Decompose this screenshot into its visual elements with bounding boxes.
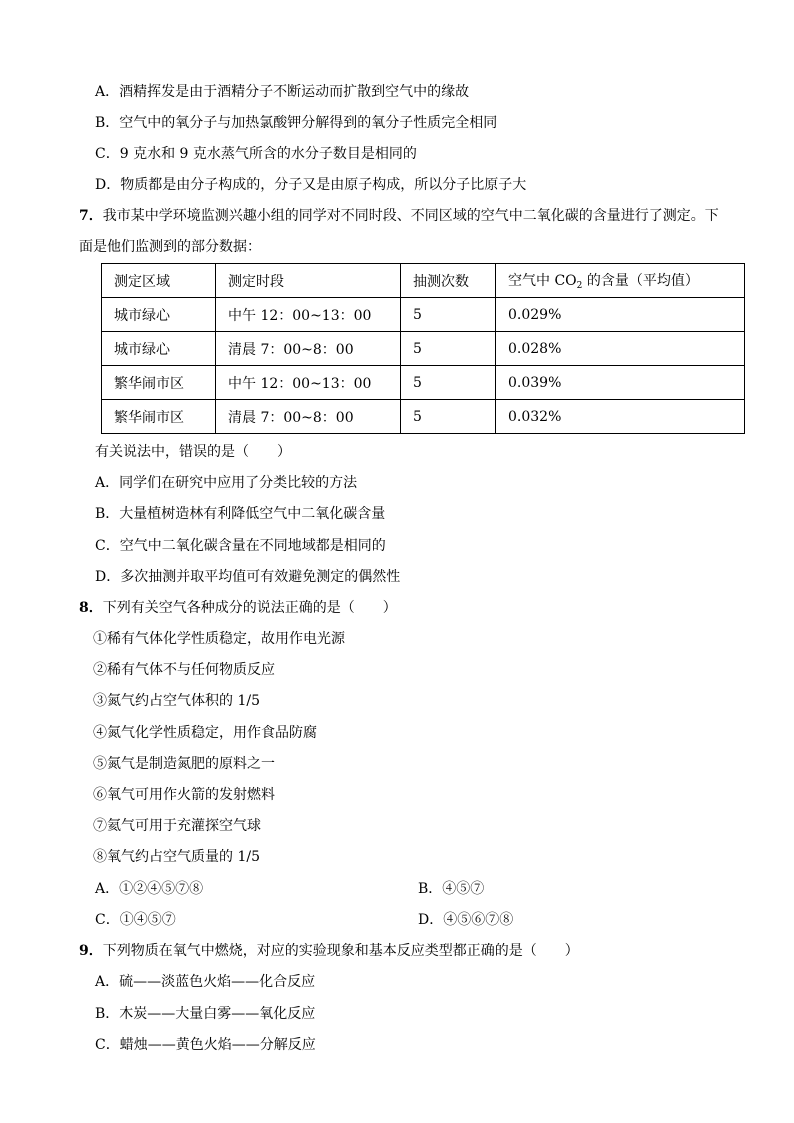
co2-data-table bbox=[101, 263, 745, 434]
q8-stem-text: 下列有关空气各种成分的说法正确的是（ ） bbox=[102, 600, 397, 616]
q8-statement: ④氮气化学性质稳定，用作食品防腐 bbox=[93, 725, 317, 741]
table-cell: 5 bbox=[401, 366, 496, 400]
q7-option-c: C．空气中二氧化碳含量在不同地域都是相同的 bbox=[95, 538, 386, 554]
table-header-cell: 测定时段 bbox=[216, 264, 401, 298]
q8-statement: ③氮气约占空气体积的 1/5 bbox=[93, 693, 260, 709]
table-cell: 清晨 7：00~8：00 bbox=[216, 400, 401, 434]
q8-statement: ⑧氧气约占空气质量的 1/5 bbox=[93, 849, 260, 865]
table-header-cell: 抽测次数 bbox=[401, 264, 496, 298]
table-cell: 中午 12：00~13：00 bbox=[216, 366, 401, 400]
table-cell: 0.028% bbox=[496, 332, 745, 366]
q9-option-a: A．硫——淡蓝色火焰——化合反应 bbox=[95, 974, 316, 990]
q7-question: 有关说法中，错误的是（ ） bbox=[95, 444, 291, 460]
table-cell: 5 bbox=[401, 332, 496, 366]
q6-option-b: B．空气中的氧分子与加热氯酸钾分解得到的氧分子性质完全相同 bbox=[95, 115, 498, 131]
table-header-cell: 空气中 $CO_2$ 的含量（平均值） bbox=[496, 264, 745, 298]
q7-stem-line1 bbox=[79, 207, 719, 225]
table-cell: 繁华闹市区 bbox=[102, 366, 216, 400]
q8-statement: ②稀有气体不与任何物质反应 bbox=[93, 662, 275, 678]
q9-option-c: C．蜡烛——黄色火焰——分解反应 bbox=[95, 1037, 316, 1053]
table-row bbox=[102, 366, 745, 400]
table-row bbox=[102, 298, 745, 332]
table-header-row bbox=[102, 264, 745, 298]
q6-option-d: D．物质都是由分子构成的，分子又是由原子构成，所以分子比原子大 bbox=[95, 177, 527, 193]
q6-option-a: A．酒精挥发是由于酒精分子不断运动而扩散到空气中的缘故 bbox=[95, 84, 470, 100]
q9-option-b: B．木炭——大量白雾——氧化反应 bbox=[95, 1006, 316, 1022]
q9-stem bbox=[79, 942, 579, 960]
table-cell: 城市绿心 bbox=[102, 332, 216, 366]
q8-option-b: B．④⑤⑦ bbox=[418, 881, 485, 897]
subscript-2: 2 bbox=[576, 281, 583, 291]
q6-option-c: C．9 克水和 9 克水蒸气所含的水分子数目是相同的 bbox=[95, 146, 417, 162]
q9-number: 9． bbox=[79, 943, 103, 959]
table-cell: 清晨 7：00~8：00 bbox=[216, 332, 401, 366]
table-cell: 5 bbox=[401, 298, 496, 332]
table-header-cell: 测定区域 bbox=[102, 264, 216, 298]
q7-option-b: B．大量植树造林有利降低空气中二氧化碳含量 bbox=[95, 506, 386, 522]
table-cell: 0.032% bbox=[496, 400, 745, 434]
q8-number: 8． bbox=[79, 600, 103, 616]
q8-statement: ①稀有气体化学性质稳定，故用作电光源 bbox=[93, 631, 345, 647]
table-row bbox=[102, 332, 745, 366]
q8-statement: ⑥氧气可用作火箭的发射燃料 bbox=[93, 787, 275, 803]
q9-stem-text: 下列物质在氧气中燃烧，对应的实验现象和基本反应类型都正确的是（ ） bbox=[102, 943, 579, 959]
table-cell: 0.029% bbox=[496, 298, 745, 332]
q8-option-c: C．①④⑤⑦ bbox=[95, 912, 176, 928]
q8-statement: ⑤氮气是制造氮肥的原料之一 bbox=[93, 756, 275, 772]
q7-number: 7． bbox=[79, 208, 103, 224]
table-cell: 城市绿心 bbox=[102, 298, 216, 332]
q8-statement: ⑦氦气可用于充灌探空气球 bbox=[93, 818, 261, 834]
q7-stem-text: 我市某中学环境监测兴趣小组的同学对不同时段、不同区域的空气中二氧化碳的含量进行了测定。下 bbox=[102, 208, 719, 224]
table-cell: 5 bbox=[401, 400, 496, 434]
q8-stem bbox=[79, 599, 397, 617]
q8-option-a: A．①②④⑤⑦⑧ bbox=[95, 881, 204, 897]
table-cell: 0.039% bbox=[496, 366, 745, 400]
q8-option-d: D．④⑤⑥⑦⑧ bbox=[418, 912, 514, 928]
q7-option-d: D．多次抽测并取平均值可有效避免测定的偶然性 bbox=[95, 569, 401, 585]
table-cell: 繁华闹市区 bbox=[102, 400, 216, 434]
table-cell: 中午 12：00~13：00 bbox=[216, 298, 401, 332]
q7-stem-line2: 面是他们监测到的部分数据： bbox=[79, 239, 261, 255]
table-row bbox=[102, 400, 745, 434]
q7-option-a: A．同学们在研究中应用了分类比较的方法 bbox=[95, 475, 358, 491]
